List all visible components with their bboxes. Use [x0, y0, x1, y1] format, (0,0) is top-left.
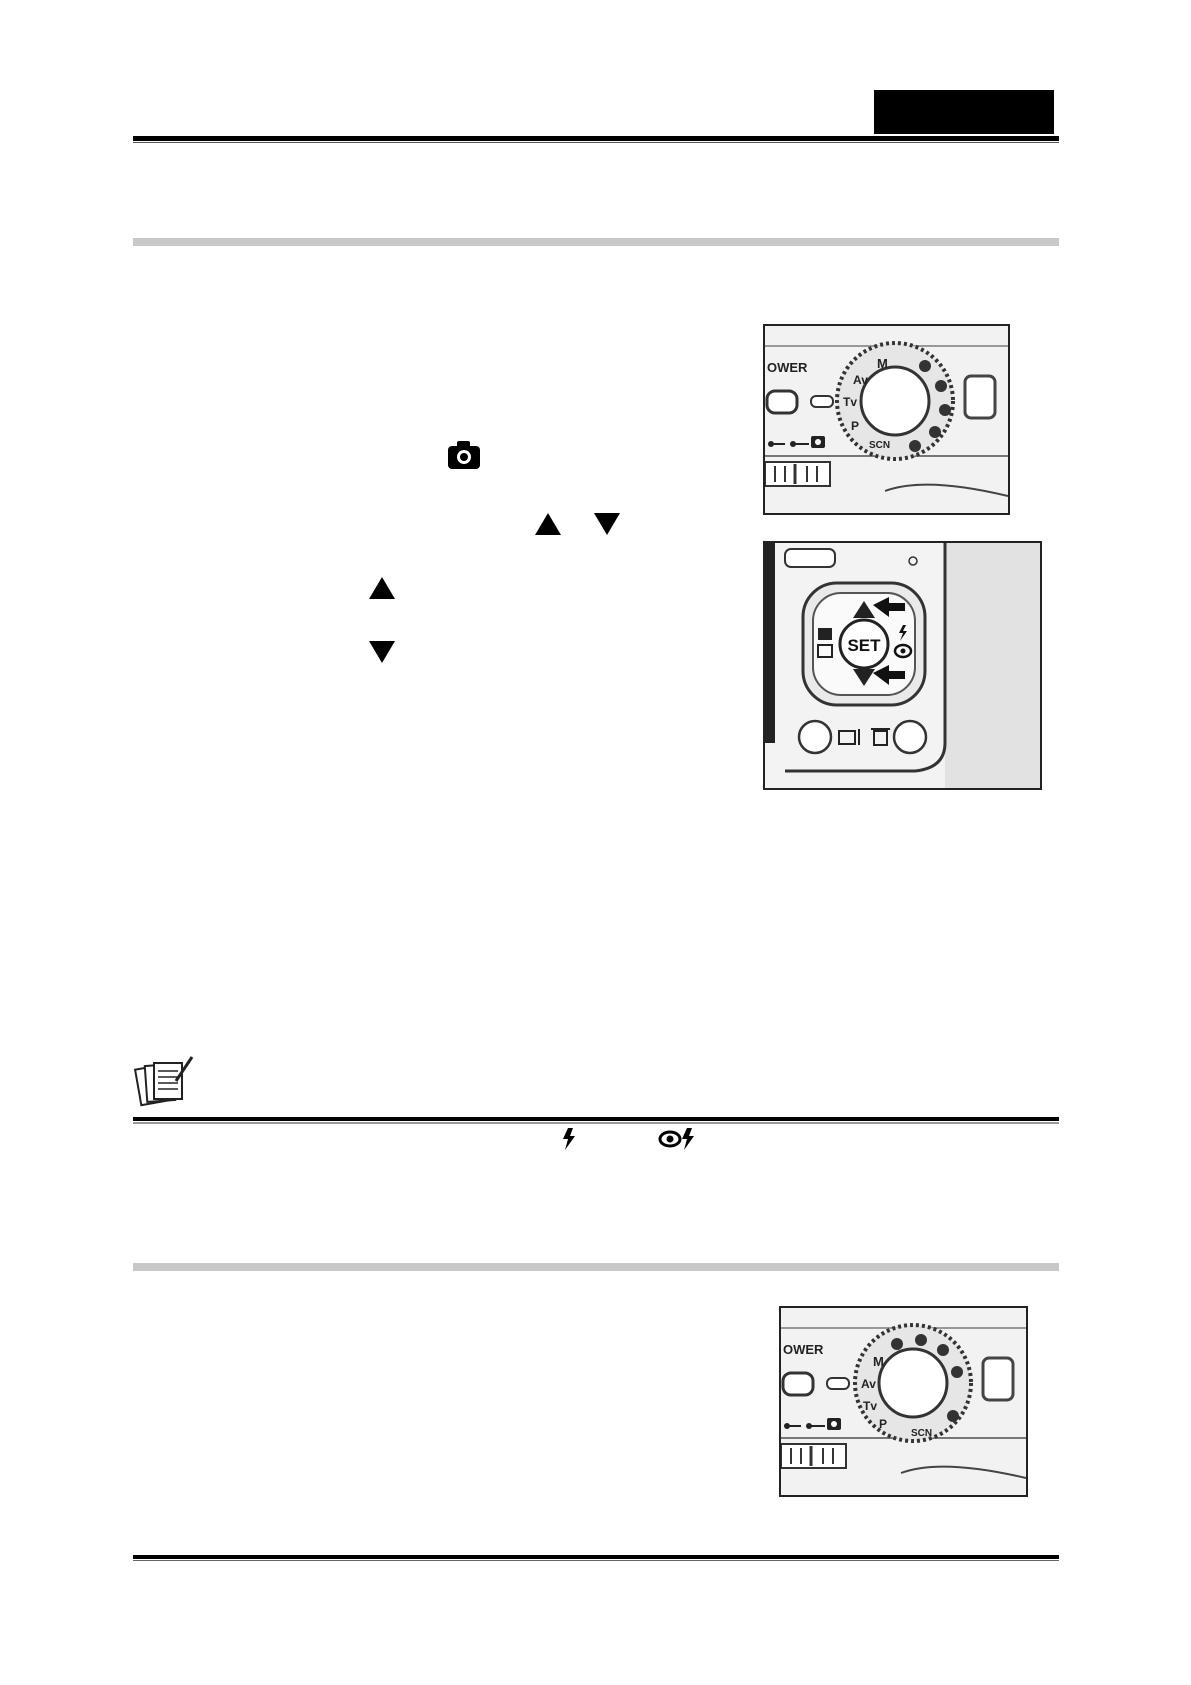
- lightning-icon: [562, 1128, 576, 1150]
- camera-icon: [447, 440, 481, 470]
- dial-label-p: P: [851, 419, 860, 433]
- dial-label-p: P: [879, 1417, 888, 1431]
- notepad-icon: [134, 1055, 194, 1111]
- dial-label-av: Av: [861, 1377, 876, 1391]
- header-rule: [133, 136, 1059, 141]
- dial-label-m: M: [873, 1354, 884, 1369]
- triangle-up-icon: [368, 576, 396, 600]
- power-label: OWER: [783, 1342, 824, 1357]
- footer-rule-thin: [133, 1560, 1059, 1561]
- redeye-flash-icon: [658, 1128, 696, 1150]
- mode-dial-figure-1: [763, 324, 1010, 515]
- note-rule-thin: [133, 1122, 1059, 1124]
- mode-dial-figure-2: [779, 1306, 1028, 1497]
- set-button-label: SET: [847, 636, 881, 655]
- triangle-up-icon: [534, 512, 562, 536]
- note-rule: [133, 1117, 1059, 1121]
- triangle-down-icon: [593, 512, 621, 536]
- footer-rule: [133, 1555, 1059, 1559]
- dial-label-m: M: [877, 356, 888, 371]
- language-tab: [874, 90, 1054, 134]
- dial-label-scn: SCN: [911, 1428, 933, 1439]
- section-bar-2: [133, 1263, 1059, 1271]
- header-rule-thin: [133, 142, 1059, 143]
- dial-label-scn: SCN: [869, 440, 891, 451]
- dial-label-tv: Tv: [863, 1399, 878, 1413]
- four-way-pad-figure: [763, 541, 1042, 790]
- power-label: OWER: [767, 360, 808, 375]
- dial-label-av: Av: [853, 373, 868, 387]
- dial-label-tv: Tv: [843, 395, 858, 409]
- section-bar-1: [133, 238, 1059, 246]
- triangle-down-icon: [368, 640, 396, 664]
